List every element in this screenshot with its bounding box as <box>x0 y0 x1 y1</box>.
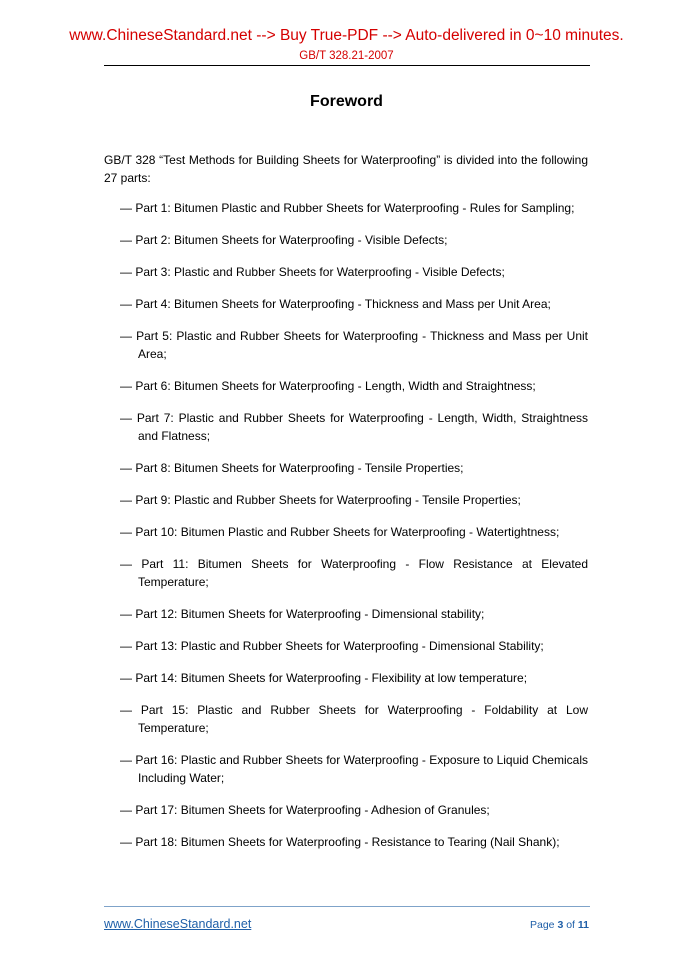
list-item: — Part 4: Bitumen Sheets for Waterproofing - Thickness and Mass per Unit Area; <box>120 297 551 311</box>
list-item: — Part 3: Plastic and Rubber Sheets for Waterproofing - Visible Defects; <box>120 265 505 279</box>
footer-divider <box>104 906 590 907</box>
document-body <box>104 151 588 865</box>
footer-website-link[interactable]: www.ChineseStandard.net <box>104 917 252 931</box>
list-item: — Part 12: Bitumen Sheets for Waterproofing - Dimensional stability; <box>120 607 485 621</box>
intro-paragraph: GB/T 328 “Test Methods for Building Sheets for Waterproofing” is divided into the following 27 parts: <box>104 153 588 185</box>
header-banner[interactable]: www.ChineseStandard.net --> Buy True-PDF --> Auto-delivered in 0~10 minutes. <box>69 27 624 44</box>
current-page: 3 <box>557 919 564 931</box>
page-of-label: of <box>566 919 575 931</box>
list-item: — Part 17: Bitumen Sheets for Waterproofing - Adhesion of Granules; <box>120 803 490 817</box>
list-item: — Part 6: Bitumen Sheets for Waterproofing - Length, Width and Straightness; <box>120 379 536 393</box>
list-item: — Part 11: Bitumen Sheets for Waterproofing - Flow Resistance at Elevated Temperature; <box>120 557 588 589</box>
page-number <box>530 918 589 932</box>
parts-list <box>104 199 588 851</box>
list-item: — Part 13: Plastic and Rubber Sheets for Waterproofing - Dimensional Stability; <box>120 639 544 653</box>
page-title: Foreword <box>310 93 383 110</box>
list-item: — Part 5: Plastic and Rubber Sheets for Waterproofing - Thickness and Mass per Unit Area; <box>120 329 588 361</box>
list-item: — Part 10: Bitumen Plastic and Rubber Sheets for Waterproofing - Watertightness; <box>120 525 560 539</box>
list-item: — Part 2: Bitumen Sheets for Waterproofing - Visible Defects; <box>120 233 448 247</box>
total-pages: 11 <box>577 919 589 931</box>
page-label: Page <box>529 919 555 931</box>
list-item: — Part 18: Bitumen Sheets for Waterproofing - Resistance to Tearing (Nail Shank); <box>120 835 560 849</box>
list-item: — Part 14: Bitumen Sheets for Waterproofing - Flexibility at low temperature; <box>120 671 528 685</box>
list-item: — Part 16: Plastic and Rubber Sheets for Waterproofing - Exposure to Liquid Chemicals Including Water; <box>120 753 588 785</box>
list-item: — Part 9: Plastic and Rubber Sheets for Waterproofing - Tensile Properties; <box>120 493 521 507</box>
standard-code: GB/T 328.21-2007 <box>299 50 394 62</box>
list-item: — Part 1: Bitumen Plastic and Rubber Sheets for Waterproofing - Rules for Sampling; <box>120 201 575 215</box>
list-item: — Part 8: Bitumen Sheets for Waterproofing - Tensile Properties; <box>120 461 464 475</box>
list-item: — Part 7: Plastic and Rubber Sheets for Waterproofing - Length, Width, Straightness and Flatness; <box>120 411 588 443</box>
list-item: — Part 15: Plastic and Rubber Sheets for Waterproofing - Foldability at Low Temperature; <box>120 703 588 735</box>
header-divider <box>104 65 590 66</box>
